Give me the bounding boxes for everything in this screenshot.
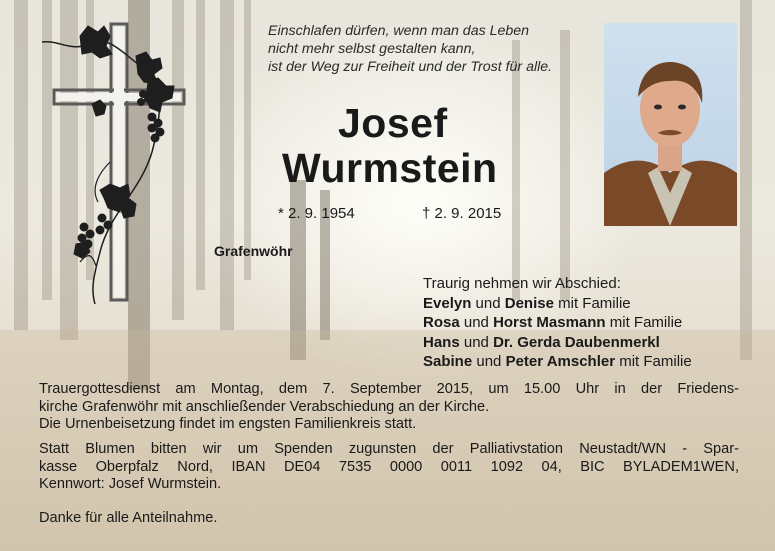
mourners-intro: Traurig nehmen wir Abschied:: [423, 275, 621, 292]
portrait-photo: [604, 23, 737, 226]
service-line: Die Urnenbeisetzung findet im engsten Familienkreis statt.: [39, 416, 417, 432]
grapevine-icon: [42, 26, 174, 304]
donation-line: Statt Blumen bitten wir um Spenden zugunsten der Palliativstation Neustadt/WN - Spar-: [39, 441, 739, 457]
quote-block: [268, 22, 588, 76]
cross-icon: [40, 22, 190, 312]
donation-line: kasse Oberpfalz Nord, IBAN DE04 7535 0000 0011 1092 04, BIC BYLADEM1WEN,: [39, 458, 739, 475]
mourner-line: Hans und Dr. Gerda Daubenmerkl: [423, 333, 660, 351]
mourner-line: Sabine und Peter Amschler mit Familie: [423, 353, 692, 370]
quote-line: nicht mehr selbst gestalten kann,: [268, 41, 476, 57]
service-line: kirche Grafenwöhr mit anschließender Verabschiedung an der Kirche.: [39, 398, 490, 415]
mourners-block: [423, 274, 692, 372]
service-line: Trauergottesdienst am Montag, dem 7. September 2015, um 15.00 Uhr in der Friedens-: [39, 381, 739, 397]
birth-date: * 2. 9. 1954: [278, 205, 355, 222]
death-date: † 2. 9. 2015: [422, 205, 502, 222]
thanks-line: Danke für alle Anteilnahme.: [39, 510, 218, 526]
donation-line: Kennwort: Josef Wurmstein.: [39, 476, 222, 492]
deceased-first-name: Josef: [338, 100, 448, 146]
hometown: Grafenwöhr: [214, 243, 293, 259]
deceased-last-name: Wurmstein: [282, 145, 498, 191]
service-paragraph: [39, 381, 739, 434]
donation-paragraph: [39, 441, 739, 494]
quote-line: Einschlafen dürfen, wenn man das Leben: [268, 23, 530, 39]
quote-line: ist der Weg zur Freiheit und der Trost für alle.: [268, 59, 553, 75]
mourner-line: Evelyn und Denise mit Familie: [423, 294, 631, 312]
mourner-line: Rosa und Horst Masmann mit Familie: [423, 314, 683, 331]
